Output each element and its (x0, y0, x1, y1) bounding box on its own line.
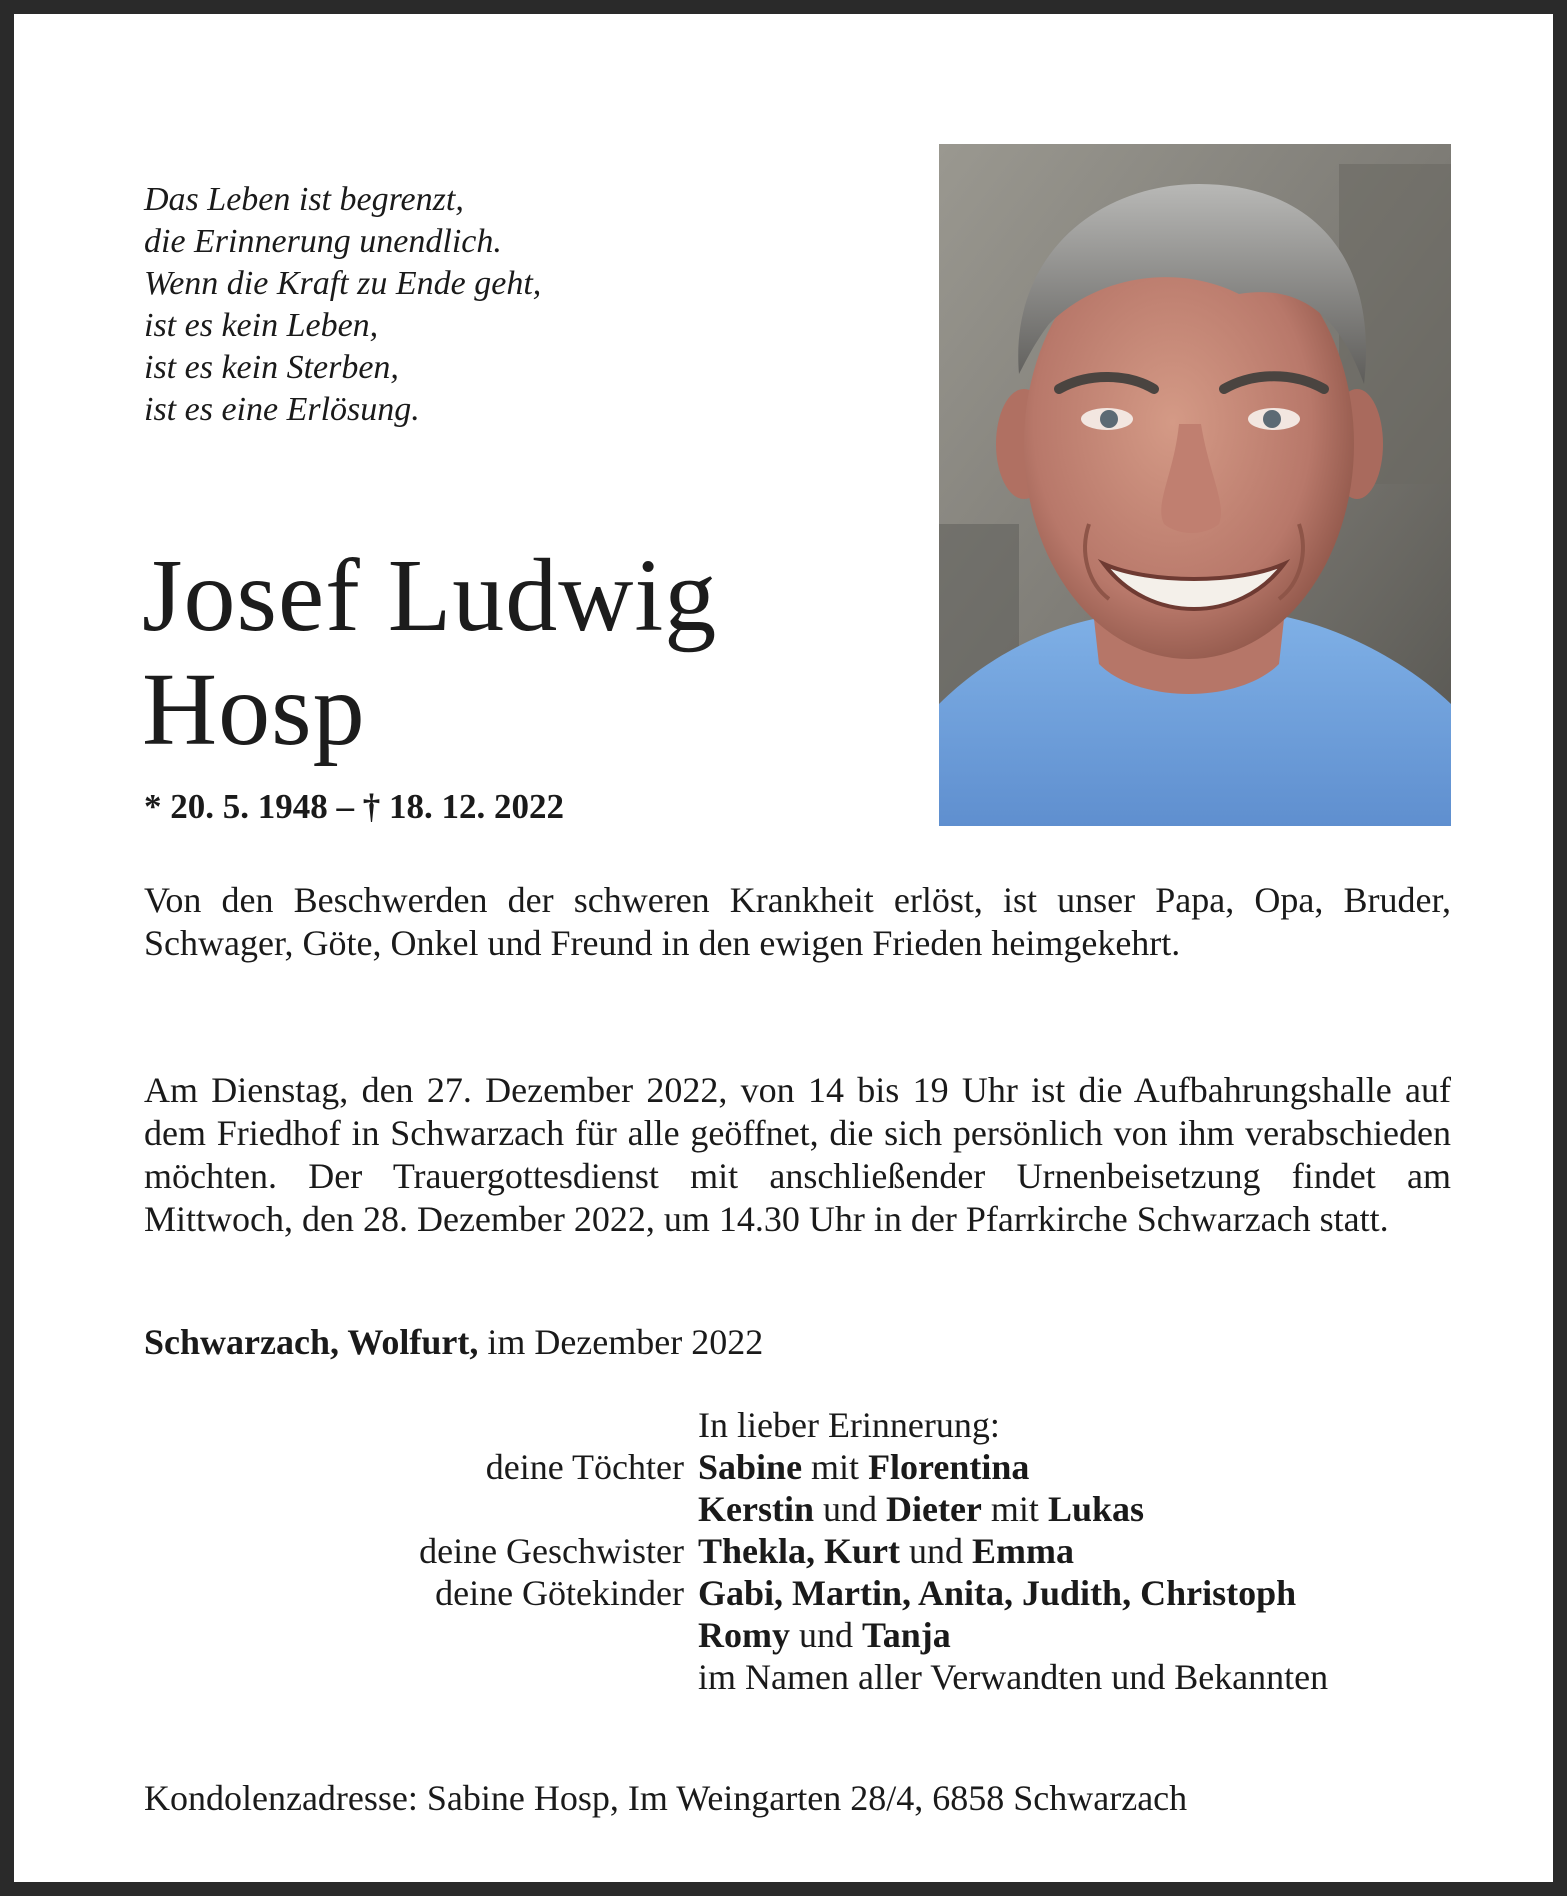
godchildren-label: deine Götekinder (435, 1573, 684, 1613)
portrait-photo (939, 144, 1451, 826)
poem-line: ist es eine Erlösung. (144, 391, 420, 428)
family-row-siblings: deine Geschwister Thekla, Kurt und Emma (144, 1530, 1451, 1572)
name-sabine: Sabine (698, 1447, 803, 1487)
life-dates: * 20. 5. 1948 – † 18. 12. 2022 (144, 787, 564, 826)
names-godchildren: Gabi, Martin, Anita, Judith, Christoph (698, 1573, 1297, 1613)
family-row-godchildren (144, 1572, 1451, 1614)
family-row-daughters-2: Kerstin und Dieter mit Lukas (698, 1489, 1145, 1529)
family-row-daughters: deine Töchter Sabine mit Florentina (144, 1446, 1451, 1488)
siblings-label: deine Geschwister (419, 1531, 684, 1571)
poem-line: ist es kein Sterben, (144, 349, 399, 386)
daughters-label: deine Töchter (485, 1447, 684, 1487)
poem (144, 179, 864, 431)
poem-line: Wenn die Kraft zu Ende geht, (144, 265, 542, 302)
family-intro-row (144, 1404, 1451, 1446)
family-closing: im Namen aller Verwandten und Bekannten (698, 1657, 1329, 1697)
name-line-1: Josef Ludwig (142, 538, 718, 653)
poem-line: die Erinnerung unendlich. (144, 223, 502, 260)
poem-line: Das Leben ist begrenzt, (144, 181, 464, 218)
name-dieter: Dieter (885, 1489, 982, 1529)
family-closing-row (144, 1656, 1451, 1698)
name-tanja: Tanja (862, 1615, 951, 1655)
place-and-date (144, 1321, 763, 1363)
condolence-address: Kondolenzadresse: Sabine Hosp, Im Weingarten 28/4, 6858 Schwarzach (144, 1778, 1188, 1818)
family-list (144, 1404, 1451, 1698)
paragraph-announcement: Von den Beschwerden der schweren Krankheit erlöst, ist unser Papa, Opa, Bruder, Schwager, Göte, Onkel und Freund in den ewigen Frieden heimgekehrt. (144, 880, 1451, 963)
names-siblings: Thekla, Kurt (698, 1531, 901, 1571)
name-florentina: Florentina (868, 1447, 1030, 1487)
paragraph-service-details: Am Dienstag, den 27. Dezember 2022, von 14 bis 19 Uhr ist die Aufbahrungshalle auf dem Friedhof in Schwarzach für alle geöffnet, die sich persönlich von ihm verabschieden möchten. Der Trauergottesdienst mit anschließender Urnenbeisetzung findet am Mittwoch, den 28. Dezember 2022, um 14.30 Uhr in der Pfarrkirche Schwarzach statt. (144, 1070, 1451, 1239)
name-line-2: Hosp (142, 652, 366, 767)
family-intro: In lieber Erinnerung: (698, 1405, 1000, 1445)
places: Schwarzach, Wolfurt, (144, 1322, 479, 1362)
family-row-godchildren-2: Romy und Tanja (698, 1615, 951, 1655)
deceased-name (142, 539, 902, 767)
name-emma: Emma (972, 1531, 1075, 1571)
poem-line: ist es kein Leben, (144, 307, 379, 344)
name-romy: Romy (698, 1615, 790, 1655)
name-lukas: Lukas (1047, 1489, 1145, 1529)
name-kerstin: Kerstin (698, 1489, 814, 1529)
month-year: im Dezember 2022 (478, 1322, 764, 1362)
